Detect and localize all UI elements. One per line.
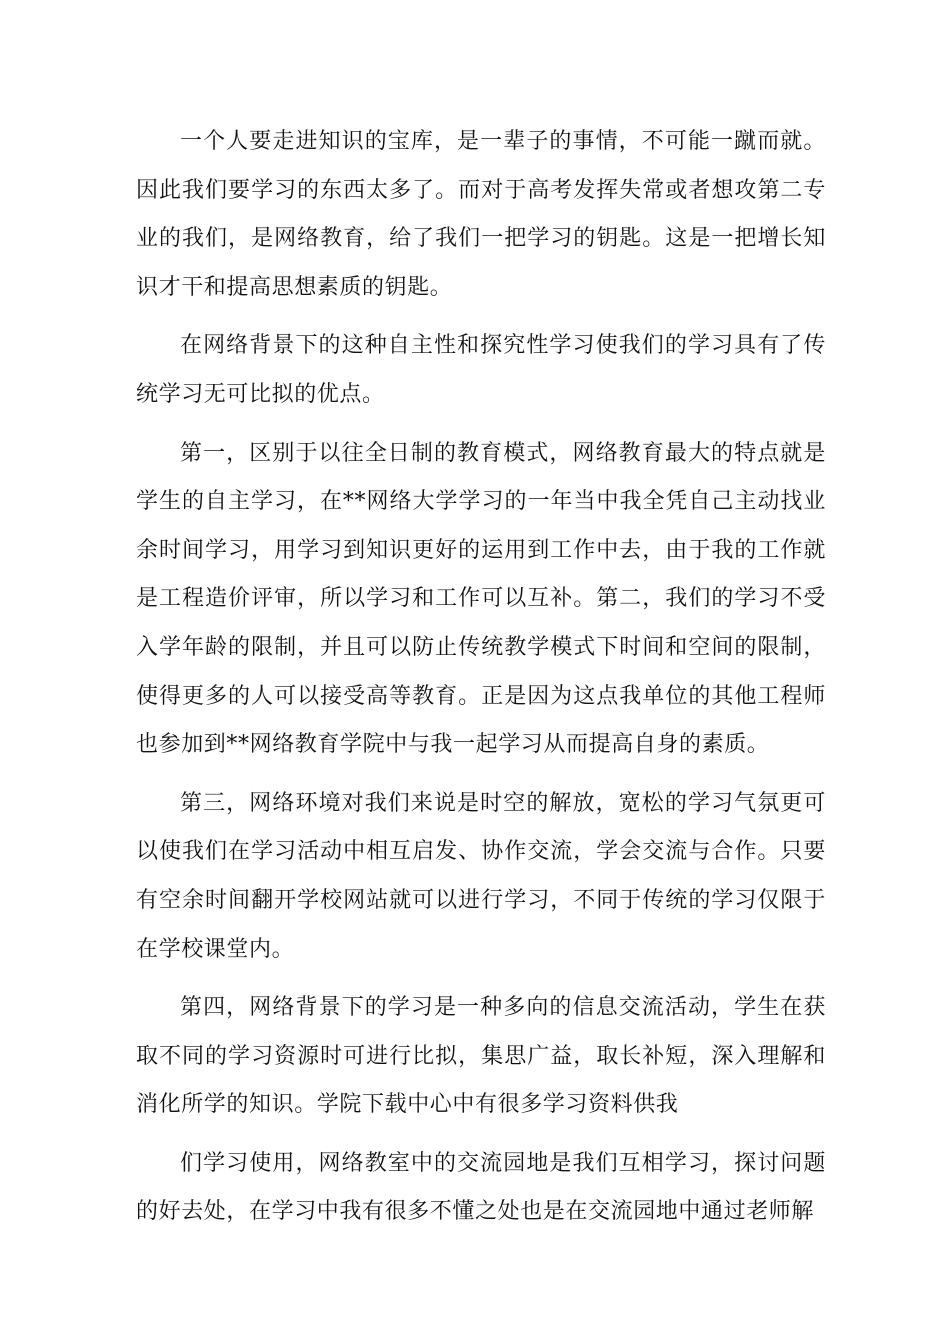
paragraph-2: 在网络背景下的这种自主性和探究性学习使我们的学习具有了传统学习无可比拟的优点。 [136, 333, 826, 407]
paragraph-4: 第三，网络环境对我们来说是时空的解放，宽松的学习气氛更可以使我们在学习活动中相互启发、协作交流，学会交流与合作。只要有空余时间翻开学校网站就可以进行学习，不同于传统的学习仅限于在学校课堂内。 [136, 790, 826, 962]
paragraph-5: 第四，网络背景下的学习是一种多向的信息交流活动，学生在获取不同的学习资源时可进行比拟，集思广益，取长补短，深入理解和消化所学的知识。学院下载中心中有很多学习资料供我 [136, 995, 826, 1118]
paragraph-6: 们学习使用，网络教室中的交流园地是我们互相学习，探讨问题的好去处，在学习中我有很多不懂之处也是在交流园地中通过老师解 [136, 1150, 826, 1225]
paragraph-1: 一个人要走进知识的宝库，是一辈子的事情，不可能一蹴而就。因此我们要学习的东西太多了。而对于高考发挥失常或者想攻第二专业的我们，是网络教育，给了我们一把学习的钥匙。这是一把增长知识才干和提高思想素质的钥匙。 [136, 129, 826, 300]
document-body [136, 118, 826, 1247]
paragraph-3: 第一，区别于以往全日制的教育模式，网络教育最大的特点就是学生的自主学习，在**网络大学学习的一年当中我全凭自己主动找业余时间学习，用学习到知识更好的运用到工作中去，由于我的工作就是工程造价评审，所以学习和工作可以互补。第二，我们的学习不受入学年龄的限制，并且可以防止传统教学模式下时间和空间的限制，使得更多的人可以接受高等教育。正是因为这点我单位的其他工程师也参加到**网络教育学院中与我一起学习从而提高自身的素质。 [136, 440, 826, 758]
